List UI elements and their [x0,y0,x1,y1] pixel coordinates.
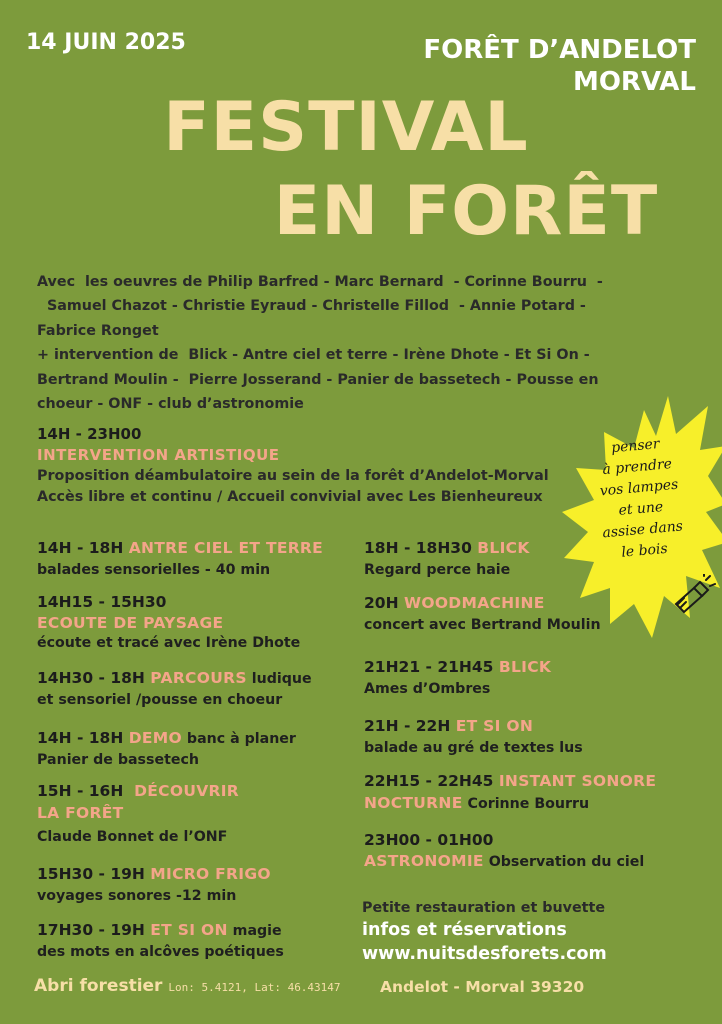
artists-line: choeur - ONF - club d’astronomie [37,396,304,413]
title-line-1: FESTIVAL [163,88,529,167]
event-item [364,538,530,580]
note-line: penser [610,436,661,457]
restauration-note: Petite restauration et buvette [362,900,606,916]
event-description: Ames d’Ombres [364,680,491,697]
event-item [364,657,551,699]
event-title: ASTRONOMIE [364,851,484,870]
event-title: INSTANT SONORE [498,772,657,790]
event-time: 14H - 18H [37,539,129,557]
event-time: 21H21 - 21H45 [364,658,499,676]
intro-line-1: Proposition déambulatoire au sein de la forêt d’Andelot-Morval [37,468,549,484]
event-item [37,728,296,770]
event-time: 14H - 18H [37,729,129,747]
event-description: balades sensorielles - 40 min [37,561,271,578]
event-time: 15H - 16H [37,782,135,800]
event-title: DEMO [128,729,182,747]
event-title: BLICK [477,539,530,557]
event-date: 14 JUIN 2025 [26,30,186,55]
intro-heading: INTERVENTION ARTISTIQUE [37,446,280,464]
event-title: ET SI ON [150,921,228,939]
event-time: 23H00 - 01H00 [364,831,494,849]
event-detail: banc à planer [181,731,296,747]
event-item [364,716,583,758]
flashlight-icon [664,574,716,618]
event-title-line-2: NOCTURNE [364,793,463,812]
event-time: 14H15 - 15H30 [37,593,167,611]
event-description: et sensoriel /pousse en choeur [37,691,283,708]
event-title: ANTRE CIEL ET TERRE [128,539,324,557]
event-title: WOODMACHINE [403,594,545,612]
event-time: 14H30 - 18H [37,669,151,687]
event-description: concert avec Bertrand Moulin [364,616,601,633]
event-item [37,668,312,710]
event-description: des mots en alcôves poétiques [37,943,284,960]
abri-label: Abri forestier [34,976,163,996]
event-title-line-2: LA FORÊT [37,803,124,822]
note-line: le bois [620,540,669,561]
event-item [37,538,323,580]
event-item [37,920,284,962]
event-description: Regard perce haie [364,561,511,578]
event-title: BLICK [498,658,552,676]
intro-line-2: Accès libre et continu / Accueil convivial avec Les Bienheureux [37,489,543,505]
event-time: 22H15 - 22H45 [364,772,499,790]
artists-line: Samuel Chazot - Christie Eyraud - Christelle Fillod - Annie Potard - [37,298,586,315]
event-title: MICRO FRIGO [150,865,271,883]
location-line-1: FORÊT D’ANDELOT [423,35,696,65]
event-description: Claude Bonnet de l’ONF [37,829,228,845]
event-time: 21H - 22H [364,717,456,735]
event-time: 15H30 - 19H [37,865,151,883]
abri-location [34,976,341,996]
intro-block [37,424,637,508]
title-line-2: EN FORÊT [273,172,659,251]
event-title: DÉCOUVRIR [134,782,240,800]
event-time: 17H30 - 19H [37,921,151,939]
website-link[interactable]: www.nuitsdesforets.com [362,944,607,964]
event-item [37,781,239,848]
artists-line: Bertrand Moulin - Pierre Josserand - Panier de bassetech - Pousse en [37,371,599,388]
event-detail: ludique [246,671,312,687]
event-title: PARCOURS [150,669,247,687]
event-description: Panier de bassetech [37,751,199,768]
info-label: infos et réservations [362,920,567,940]
event-item [364,830,644,872]
poster-title [0,86,722,254]
artists-line: + intervention de Blick - Antre ciel et terre - Irène Dhote - Et Si On - [37,347,590,364]
event-detail: Observation du ciel [483,853,645,870]
event-detail: magie [227,923,282,939]
gps-coordinates: Lon: 5.4121, Lat: 46.43147 [168,981,341,994]
event-description: voyages sonores -12 min [37,887,237,904]
note-line: vos lampes [599,476,679,500]
event-item [37,864,271,906]
event-item [364,593,601,635]
artists-line: Fabrice Ronget [37,322,159,339]
intro-time: 14H - 23H00 [37,425,142,443]
event-item [37,592,300,654]
event-item [364,771,656,814]
location-line-2: MORVAL [572,67,696,97]
event-title: ECOUTE DE PAYSAGE [37,613,224,632]
event-time: 18H - 18H30 [364,539,478,557]
address: Andelot - Morval 39320 [380,978,585,996]
event-detail: Corinne Bourru [462,795,590,812]
reminder-note [587,432,694,566]
artists-line: Avec les oeuvres de Philip Barfred - Marc Bernard - Corinne Bourru - [37,274,603,290]
note-line: à prendre [601,456,673,479]
info-block [362,918,607,966]
note-line: et une [617,499,664,519]
event-description: balade au gré de textes lus [364,739,583,756]
event-time: 20H [364,594,404,612]
event-description: écoute et tracé avec Irène Dhote [37,635,301,651]
event-title: ET SI ON [455,717,534,735]
note-line: assise dans [601,518,684,542]
